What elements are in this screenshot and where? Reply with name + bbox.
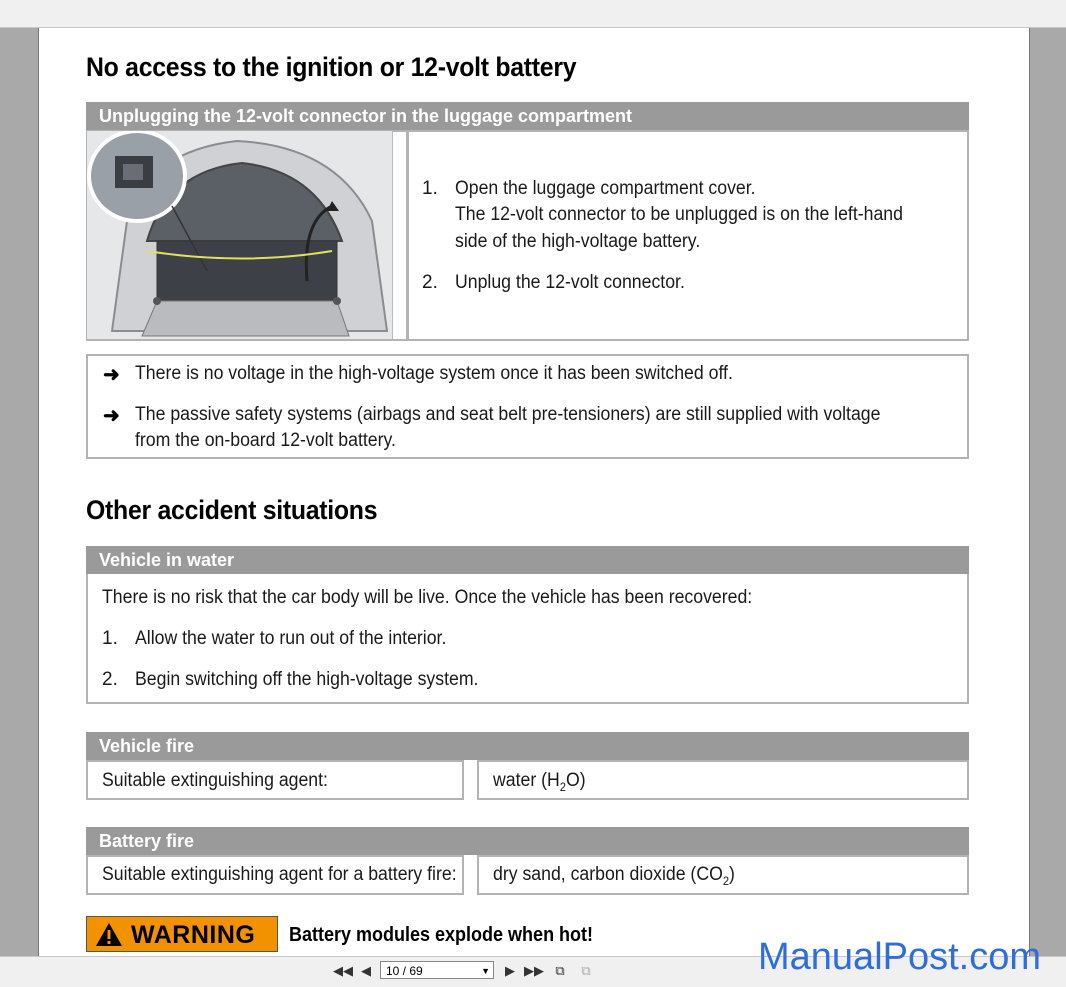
note-text: There is no voltage in the high-voltage system once it has been switched off.	[135, 363, 733, 384]
next-page-icon[interactable]: ▶	[505, 963, 515, 978]
document-page	[38, 28, 1030, 956]
page-indicator-select[interactable]	[380, 961, 494, 979]
battery-fire-value: dry sand, carbon dioxide $(CO_2)$	[493, 864, 735, 888]
arrow-icon: ➜	[103, 364, 120, 386]
section-title-other-accidents: Other accident situations	[86, 495, 378, 525]
first-page-icon[interactable]: ◀◀	[333, 963, 353, 978]
step-text: side of the high-voltage battery.	[455, 231, 701, 252]
watermark-text: ManualPost.com	[758, 936, 1042, 978]
page-indicator: 10 / 69	[386, 964, 423, 978]
warning-triangle-icon	[95, 922, 123, 947]
water-intro-text: There is no risk that the car body will be live. Once the vehicle has been recovered:	[102, 587, 753, 608]
paste-page-icon[interactable]: ⧉	[581, 963, 591, 978]
arrow-icon: ➜	[103, 405, 120, 427]
box-header-vehicle-in-water: Vehicle in water	[86, 546, 969, 574]
warning-badge	[86, 916, 278, 952]
viewer-top-bar	[0, 0, 1066, 28]
fire-value: water $(H_2O)$	[493, 770, 586, 794]
box-header-unplugging: Unplugging the 12-volt connector in the luggage compartment	[86, 102, 969, 130]
step-text: Unplug the 12-volt connector.	[455, 272, 685, 293]
luggage-compartment-image	[87, 131, 393, 339]
step-text: The 12-volt connector to be unplugged is on the left-hand	[455, 204, 903, 225]
copy-page-icon[interactable]: ⧉	[555, 963, 565, 978]
box-header-vehicle-fire: Vehicle fire	[86, 732, 969, 760]
step-number: 2.	[422, 272, 438, 293]
step-text: Open the luggage compartment cover.	[455, 178, 756, 199]
step-number: 1.	[422, 178, 438, 199]
warning-label: WARNING	[131, 921, 256, 949]
note-text: from the on-board 12-volt battery.	[135, 430, 396, 451]
fire-label: Suitable extinguishing agent:	[102, 770, 328, 791]
warning-text: Battery modules explode when hot!	[289, 924, 594, 946]
section-title-no-access: No access to the ignition or 12-volt battery	[86, 52, 577, 82]
last-page-icon[interactable]: ▶▶	[524, 963, 544, 978]
step-text: Allow the water to run out of the interior.	[135, 628, 447, 649]
step-text: Begin switching off the high-voltage system.	[135, 669, 479, 690]
chevron-down-icon: ▼	[481, 966, 490, 976]
note-text: The passive safety systems (airbags and seat belt pre-tensioners) are still supplied with voltage	[135, 404, 881, 425]
step-number: 1.	[102, 628, 118, 649]
step-number: 2.	[102, 669, 118, 690]
battery-fire-label: Suitable extinguishing agent for a battery fire:	[102, 864, 457, 885]
prev-page-icon[interactable]: ◀	[361, 963, 371, 978]
box-header-battery-fire: Battery fire	[86, 827, 969, 855]
